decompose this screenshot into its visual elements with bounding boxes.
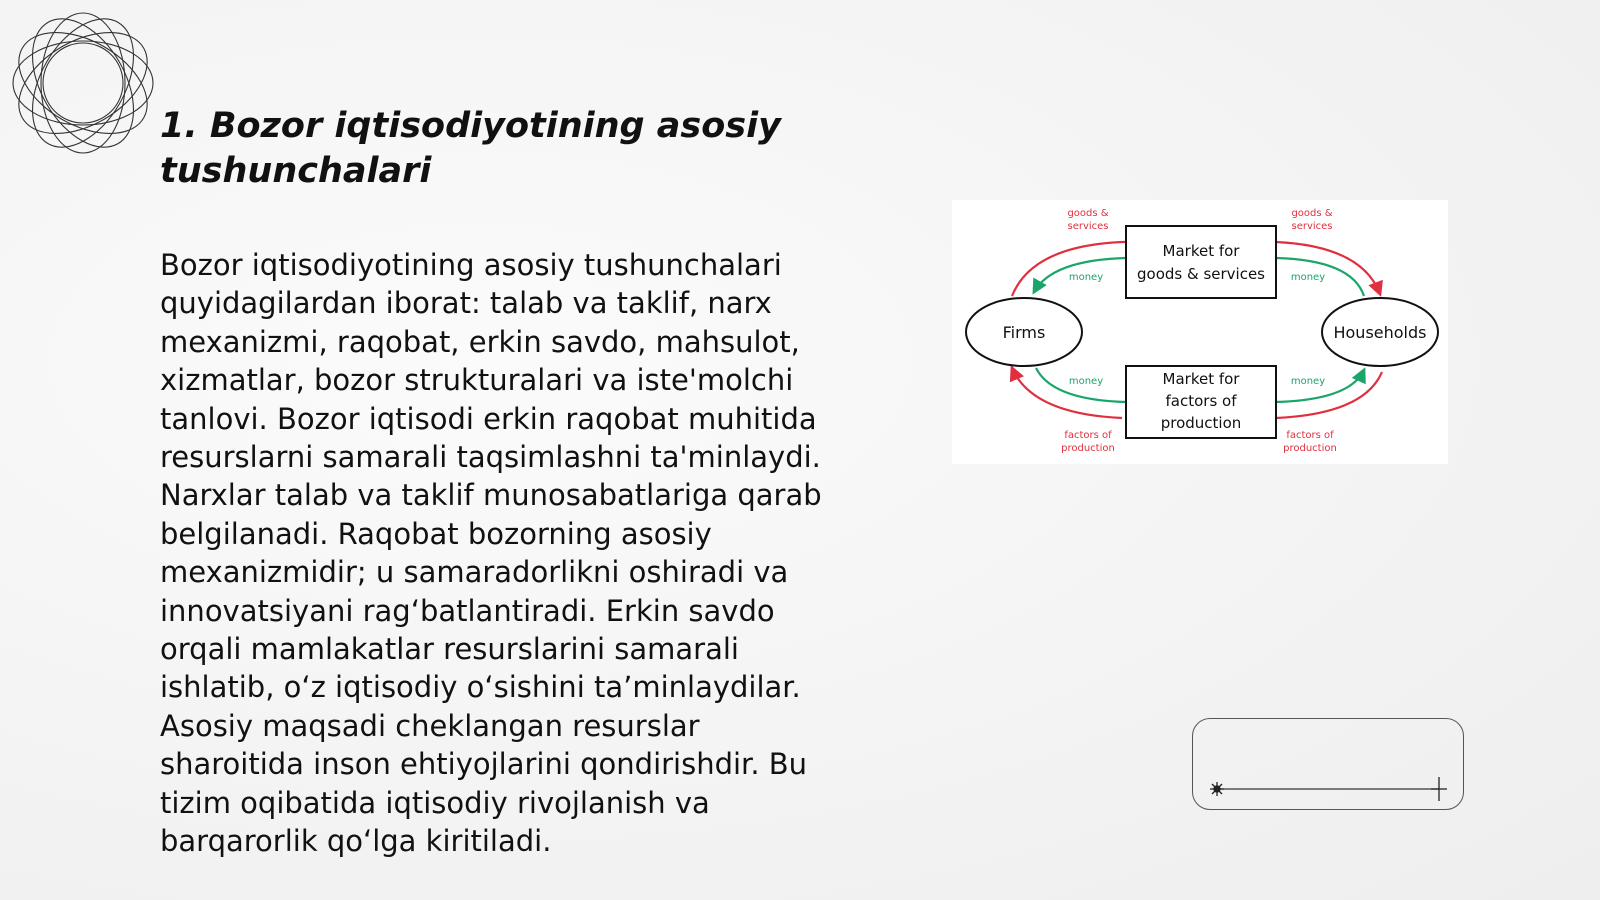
- goods-services-left-1: goods &: [1067, 208, 1109, 219]
- money-label-bottom-right: money: [1290, 376, 1326, 387]
- factors-right-2: production: [1283, 443, 1337, 454]
- cross-icon: [1431, 777, 1447, 801]
- firms-label: Firms: [1002, 323, 1046, 342]
- money-label-bottom-left: money: [1068, 376, 1104, 387]
- factors-right-1: factors of: [1286, 430, 1334, 441]
- factors-left-2: production: [1061, 443, 1115, 454]
- market-goods-box: [1126, 226, 1276, 298]
- body-paragraph: Bozor iqtisodiyotining asosiy tushunchalari quyidagilardan iborat: talab va taklif, narx mexanizmi, raqobat, erkin savdo, mahsulot, xizmatlar, bozor strukturalari va iste'molchi tanlovi. Bozor iqtisodi erkin raqobat muhitida resurslarni samarali taqsimlashni ta'minlaydi. Narxlar talab va taklif munosabatlariga qarab belgilanadi. Raqobat bozorning asosiy mexanizmidir; u samaradorlikni oshiradi va innovatsiyani rag‘batlantiradi. Erkin savdo orqali mamlakatlar resurslarini samarali ishlatib, o‘z iqtisodiy o‘sishini ta’minlaydilar. Asosiy maqsadi cheklangan resurslar sharoitida inson ehtiyojlarini qondirishdir. Bu tizim oqibatida iqtisodiy rivojlanish va barqarorlik qo‘lga kiritiladi.: [160, 248, 822, 859]
- goods-services-right-2: services: [1291, 221, 1333, 232]
- households-label: Households: [1333, 323, 1427, 342]
- factors-left-1: factors of: [1064, 430, 1112, 441]
- market-factors-line2: factors of: [1165, 392, 1237, 410]
- market-factors-line1: Market for: [1162, 370, 1240, 388]
- market-factors-line3: production: [1160, 414, 1242, 432]
- timeline-decoration: [1192, 718, 1464, 810]
- goods-services-right-1: goods &: [1291, 208, 1333, 219]
- circular-flow-diagram: [952, 200, 1448, 464]
- market-goods-line1: Market for: [1162, 242, 1240, 260]
- market-goods-line2: goods & services: [1137, 265, 1265, 283]
- goods-services-left-2: services: [1067, 221, 1109, 232]
- money-label-top-right: money: [1290, 272, 1326, 283]
- starburst-icon: [1210, 782, 1224, 796]
- page-title: 1. Bozor iqtisodiyotining asosiy tushunchalari: [160, 106, 781, 191]
- money-label-top-left: money: [1068, 272, 1104, 283]
- circle-lines-ornament-icon: [8, 8, 158, 158]
